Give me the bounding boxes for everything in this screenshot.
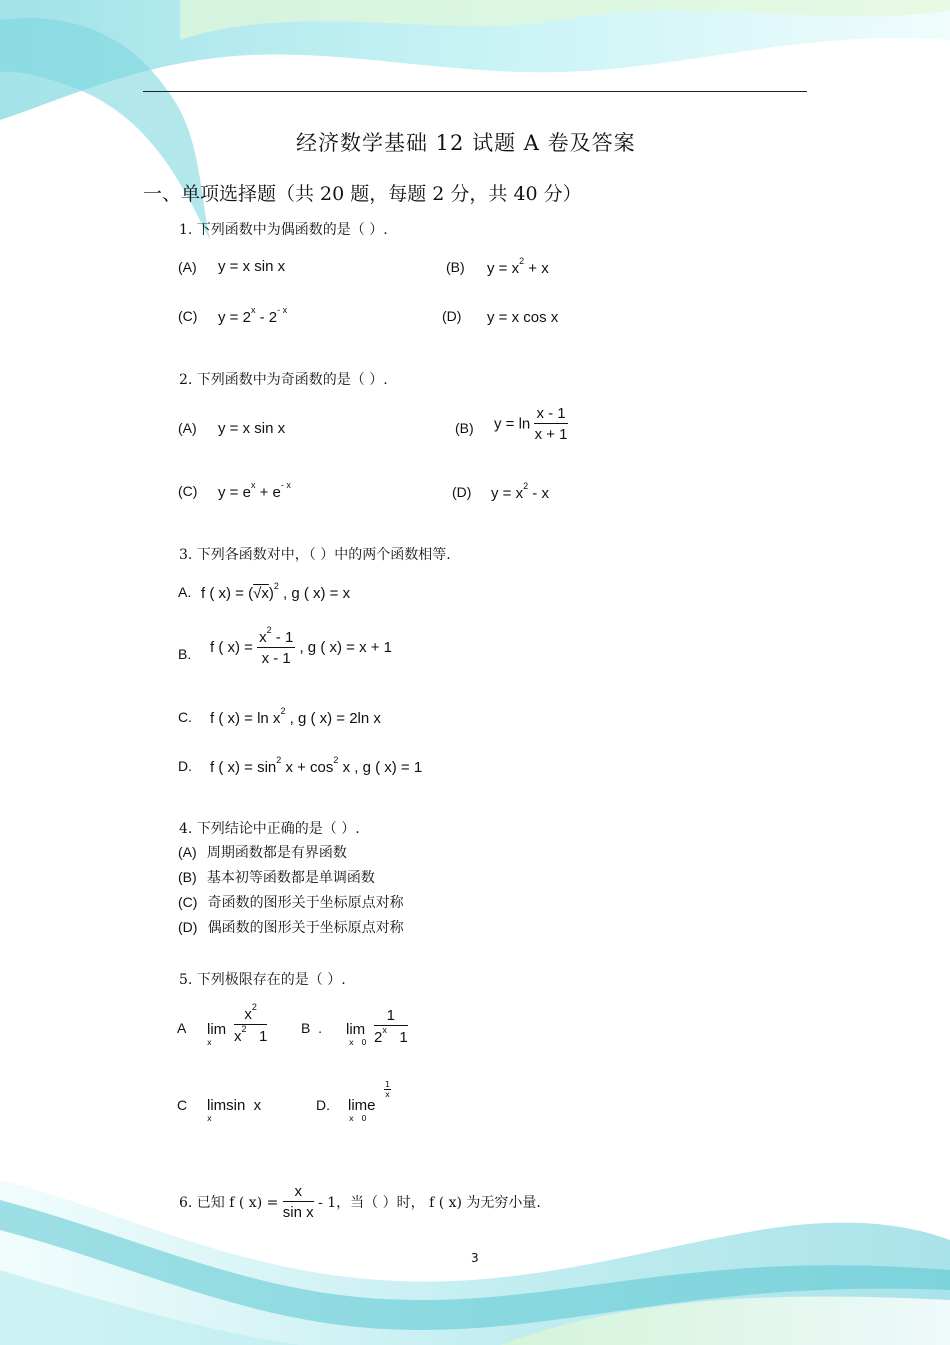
q5-option-a-lim: lim	[207, 1021, 227, 1038]
q2-option-d-label: (D)	[452, 484, 472, 500]
q2-option-c-formula: $y = e^x + e^{- x}$	[218, 480, 291, 501]
q1-option-b-formula: $y = x^2 + x$	[487, 256, 549, 277]
q5-option-c-label: C	[177, 1097, 188, 1113]
q4-option: (D) 偶函数的图形关于坐标原点对称	[178, 919, 404, 936]
q1-option-a-formula: y = x sin x	[218, 258, 286, 275]
header-rule	[143, 91, 807, 92]
q3-option-b-formula: f ( x) = $\frac{x^2 - 1}{x - 1}$ , g ( x) = x + 1	[210, 625, 393, 667]
q5-option-b-label: B .	[301, 1020, 323, 1036]
q1-option-c-label: (C)	[178, 308, 198, 324]
q3-option-c-formula: f ( $x) = \ln x^2$ , g ( x) = 2ln x	[210, 706, 381, 727]
question-1-stem: 1. 下列函数中为偶函数的是（ ）.	[179, 222, 388, 238]
q1-option-b-label: (B)	[446, 259, 465, 275]
q5-option-d-lim: lime	[348, 1097, 376, 1114]
q5-option-a-sub: x	[207, 1038, 212, 1047]
q5-option-c-sub: x	[207, 1114, 212, 1123]
q5-option-b-fraction: $\frac{1}{2^x 1}$	[374, 1007, 408, 1046]
q1-option-c-formula: $y = 2^x - 2^{- x}$	[218, 305, 288, 326]
page-number: 3	[471, 1251, 479, 1265]
q2-option-d-formula: $y = x^2 - x$	[491, 481, 549, 502]
q5-option-a-fraction: $\frac{x^2}{x^2 1}$	[234, 1002, 268, 1045]
q3-option-a-formula: f ( $x) = (√x)^2$ , g ( x) = x	[201, 581, 351, 602]
question-5-stem: 5. 下列极限存在的是（ ）.	[179, 972, 346, 988]
q4-options-list	[178, 842, 404, 942]
exam-title: 经济数学基础 12 试题 A 卷及答案	[296, 131, 636, 155]
q3-option-a-label: A.	[178, 584, 192, 600]
q5-option-b-lim: lim	[346, 1021, 366, 1038]
q2-option-a-formula: y = x sin x	[218, 420, 286, 437]
q4-option: (A) 周期函数都是有界函数	[178, 844, 347, 861]
q1-option-d-formula: y = x cos x	[487, 309, 559, 326]
q5-option-d-exponent: 1 x	[385, 1080, 391, 1099]
q3-option-d-formula: f ( $x) = \sin^2 x + \cos^2 x$ , g ( x) = 1	[210, 755, 423, 776]
q4-option: (B) 基本初等函数都是单调函数	[178, 869, 375, 886]
q5-option-b-sub: x 0	[349, 1038, 367, 1047]
section-heading: 一、单项选择题（共 20 题，每题 2 分，共 40 分）	[143, 183, 582, 205]
q3-option-b-label: B.	[178, 646, 192, 662]
q4-option: (C) 奇函数的图形关于坐标原点对称	[178, 894, 404, 911]
q1-option-d-label: (D)	[442, 308, 462, 324]
question-4-stem: 4. 下列结论中正确的是（ ）.	[179, 821, 360, 837]
q2-option-b-formula: y = ln $\frac{x - 1}{x + 1}$	[494, 405, 568, 443]
q5-option-c-formula: limsin x	[207, 1097, 262, 1114]
question-2-stem: 2. 下列函数中为奇函数的是（ ）.	[179, 372, 388, 388]
q2-option-a-label: (A)	[178, 420, 197, 436]
question-6-stem: 6. 已知 f ( x) = $\frac{x}{\text{sin x}}$ - 1，当（ ）时， f ( x) 为无穷小量.	[179, 1183, 541, 1221]
q5-option-d-label: D.	[316, 1097, 330, 1113]
q5-option-a-label: A	[177, 1020, 187, 1036]
q3-option-c-label: C.	[178, 709, 192, 725]
q1-option-a-label: (A)	[178, 259, 197, 275]
q2-option-b-label: (B)	[455, 420, 474, 436]
q2-option-c-label: (C)	[178, 483, 198, 499]
q5-option-d-sub: x 0	[349, 1114, 367, 1123]
question-3-stem: 3. 下列各函数对中，（ ）中的两个函数相等.	[179, 547, 451, 563]
q3-option-d-label: D.	[178, 758, 192, 774]
